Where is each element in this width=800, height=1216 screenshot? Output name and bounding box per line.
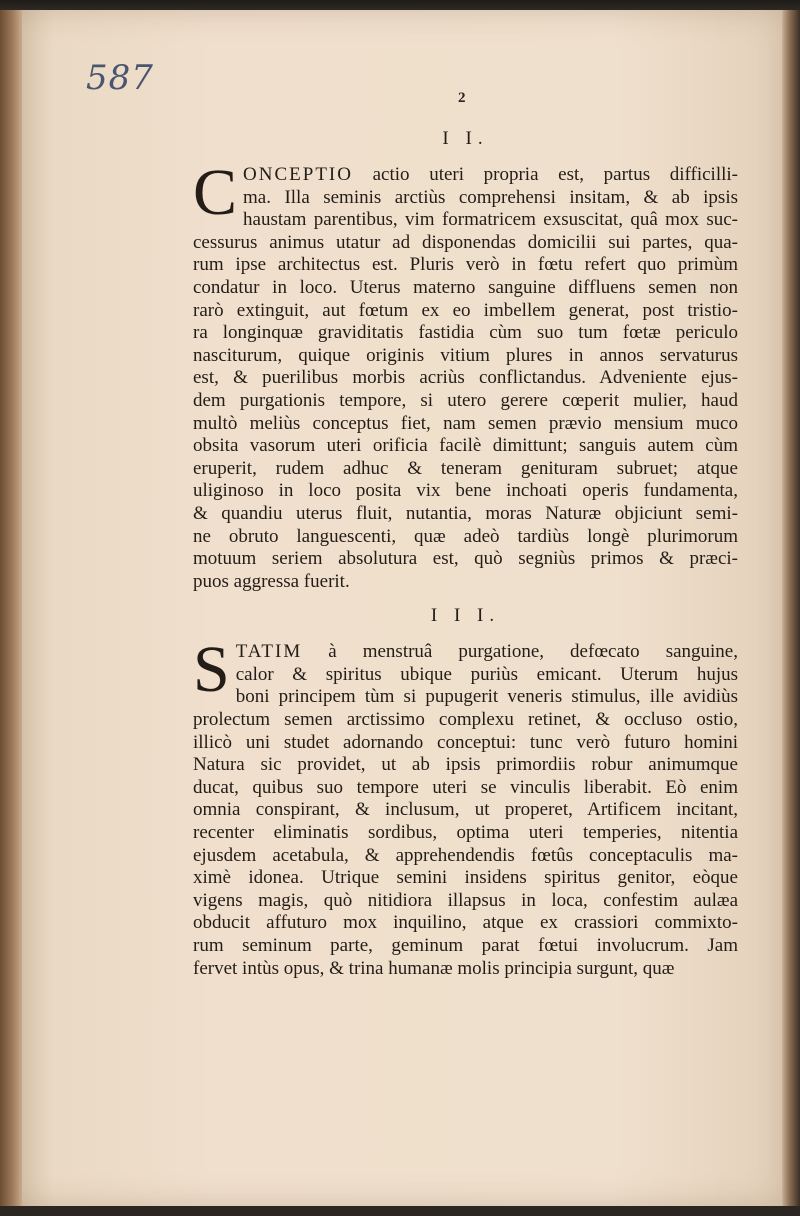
text-line: obducit affuturo mox inquilino, atque ex crassiori commixto- xyxy=(193,912,738,934)
drop-cap: C xyxy=(193,156,238,229)
text-line: motuum seriem absolutura est, quò segniùs primos & præci- xyxy=(193,548,738,570)
text-line: uliginoso in loco posita vix bene inchoati operis fundamenta, xyxy=(193,480,738,502)
section-heading-ii: I I. xyxy=(442,128,489,149)
text-line: obsita vasorum uteri orificia facilè dimittunt; sanguis autem cùm xyxy=(193,435,738,457)
line-text: actio uteri propria est, partus difficilli- xyxy=(352,164,738,185)
section-heading-iii: I I I. xyxy=(430,605,501,627)
text-line: condatur in loco. Uterus materno sanguine diffluens semen non xyxy=(193,276,738,298)
text-line: eruperit, rudem adhuc & teneram genituram subruet; atque xyxy=(193,457,738,479)
text-line: ximè idonea. Utrique semini insidens spiritus genitor, eòque xyxy=(193,867,738,889)
handwritten-folio-number: 587 xyxy=(86,58,154,98)
text-line: & quandiu uterus fluit, nutantia, moras Naturæ objiciunt semi- xyxy=(193,502,738,524)
text-line: rum ipse architectus est. Pluris verò in fœtu refert quo primùm xyxy=(193,254,738,276)
text-line: rum seminum parte, geminum parat fœtui involucrum. Jam xyxy=(193,935,738,956)
lead-caps: ONCEPTIO xyxy=(243,164,353,185)
text-line: ma. Illa seminis arctiùs comprehensi insitam, & ab ipsis xyxy=(243,186,738,208)
text-line: illicò uni studet adornando conceptui: tunc verò futuro homini xyxy=(193,731,738,753)
paragraph-iii xyxy=(193,633,738,980)
body-text xyxy=(193,128,738,980)
text-line: omnia conspirant, & inclusum, ut properet, Artificem incitant, xyxy=(193,799,738,821)
line-text: à menstruâ purgatione, defœcato sanguine, xyxy=(302,641,738,663)
text-line: est, & puerilibus morbis acriùs conflictandus. Adveniente ejus- xyxy=(193,367,738,389)
text-line: recenter eliminatis sordibus, optima uteri temperies, nitentia xyxy=(193,822,738,844)
text-line: ra longinquæ graviditatis fastidia cùm suo tum fœtæ periculo xyxy=(193,322,738,344)
text-line: rarò extinguit, aut fœtum ex eo imbellem generat, post tristio- xyxy=(193,299,738,321)
text-line: vigens magis, quò nitidiora illapsus in loca, confestim aulæa xyxy=(193,889,738,911)
text-line: Natura sic providet, ut ab ipsis primordiis robur animumque xyxy=(193,754,738,776)
signature-mark: 2 xyxy=(458,90,466,106)
text-line: calor & spiritus ubique puriùs emicant. Uterum hujus xyxy=(235,663,738,685)
text-line: ejusdem acetabula, & apprehendendis fœtûs conceptaculis ma- xyxy=(193,844,738,866)
text-line: cessurus animus utatur ad disponendas domicilii sui partes, qua- xyxy=(193,231,738,253)
text-line: boni principem tùm si pupugerit veneris stimulus, ille avidiùs xyxy=(235,686,738,708)
text-line: puos aggressa fuerit. xyxy=(193,570,350,592)
text-line: haustam parentibus, vim formatricem exsuscitat, quâ mox suc- xyxy=(243,209,738,231)
paragraph-ii xyxy=(193,156,738,593)
text-line xyxy=(193,164,738,187)
binding-edge xyxy=(0,10,22,1206)
drop-cap: S xyxy=(193,633,230,707)
text-line: dem purgationis tempore, si utero gerere cœperit mulier, haud xyxy=(193,389,738,411)
text-line xyxy=(193,641,738,664)
page-edge xyxy=(782,10,800,1206)
lead-caps: TATIM xyxy=(235,641,303,663)
text-line: nasciturum, quique originis vitium plures in annos servaturus xyxy=(193,344,738,366)
text-line: multò meliùs conceptus fiet, nam semen prævio mensium muco xyxy=(193,412,738,434)
text-line: ducat, quibus suo tempore uteri se vinculis liberabit. Eò enim xyxy=(193,776,738,798)
text-line: prolectum semen arctissimo complexu retinet, & occluso ostio, xyxy=(193,709,738,731)
text-line: fervet intùs opus, & trina humanæ molis principia surgunt, quæ xyxy=(193,957,675,979)
text-line: ne obruto languescenti, quæ adeò tardiùs longè plurimorum xyxy=(193,525,738,547)
